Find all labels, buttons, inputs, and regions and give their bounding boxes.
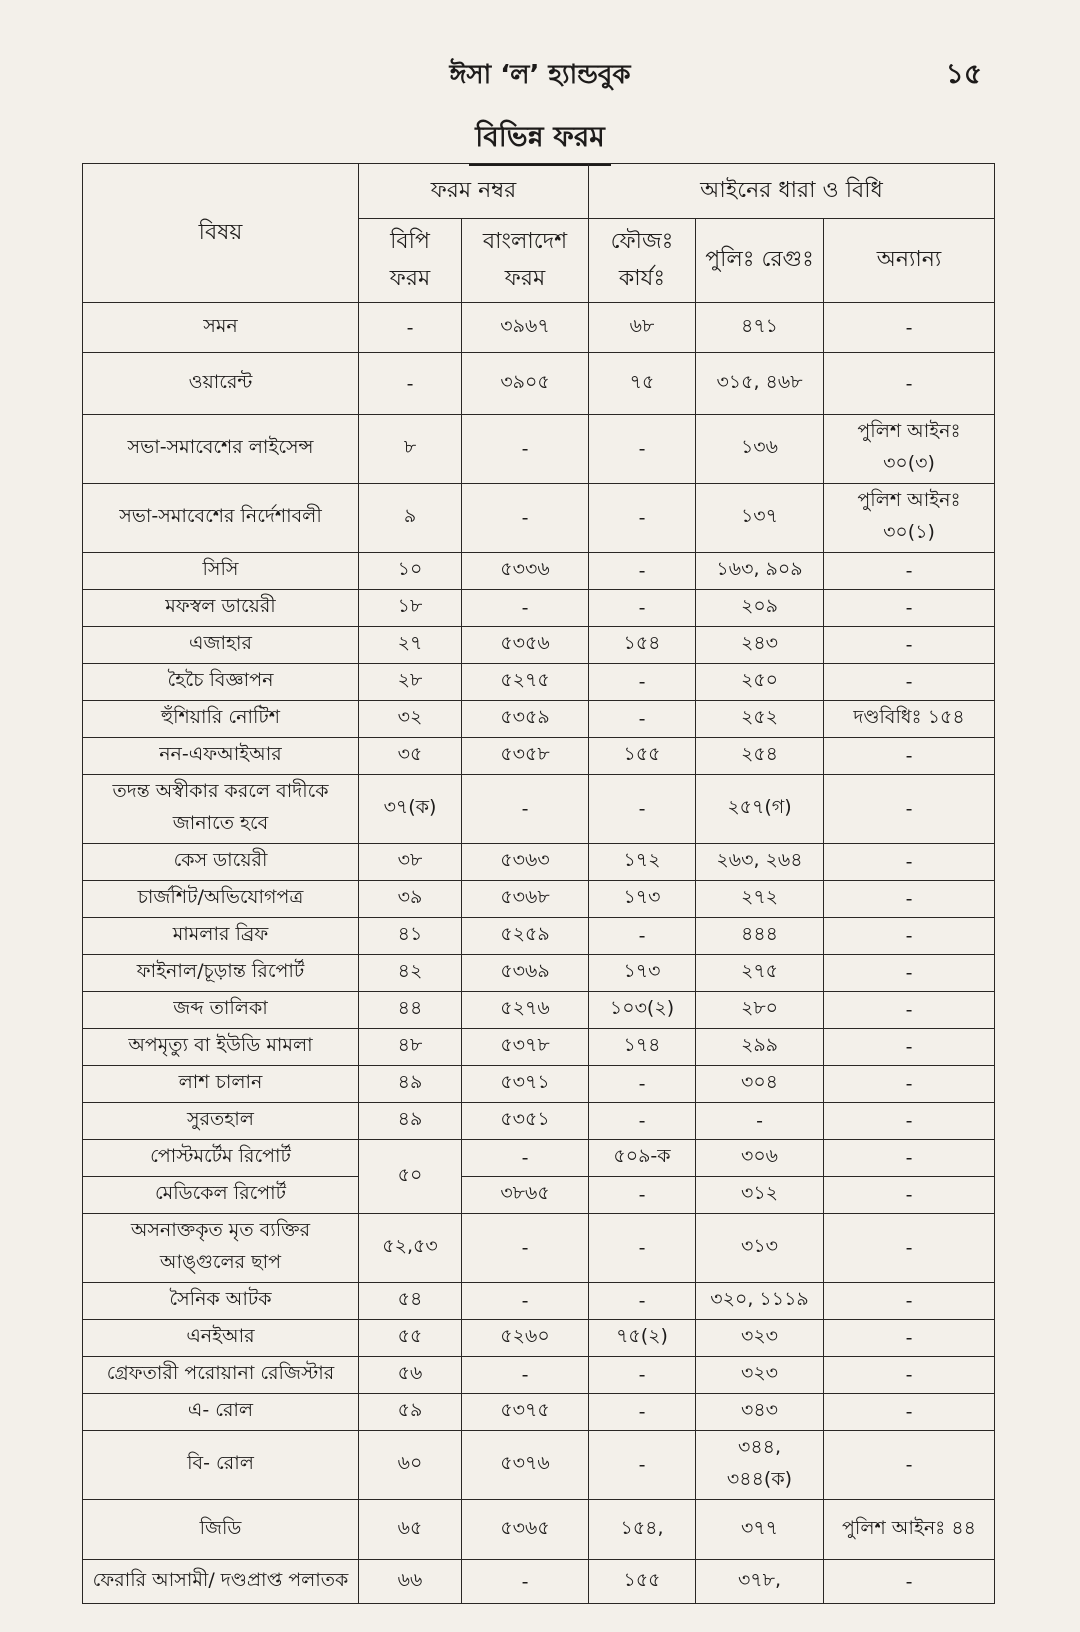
page-number: ১৫ — [945, 57, 982, 90]
cell-crpc: - — [589, 1066, 696, 1103]
cell-subject: হৈচৈ বিজ্ঞাপন — [83, 664, 359, 701]
cell-other: - — [824, 775, 995, 844]
cell-prb: ৩৪৪, ৩৪৪(ক) — [696, 1431, 824, 1500]
cell-crpc: - — [589, 1283, 696, 1320]
cell-crpc: - — [589, 1103, 696, 1140]
cell-prb: ৩১৫, ৪৬৮ — [696, 353, 824, 415]
cell-prb: ২৯৯ — [696, 1029, 824, 1066]
header-law-sections: আইনের ধারা ও বিধি — [589, 164, 995, 219]
cell-subject: সিসি — [83, 553, 359, 590]
cell-crpc: ১৫৪, — [589, 1500, 696, 1560]
cell-bd: ৫৩৭৬ — [462, 1431, 589, 1500]
cell-bd: ৫৩৫৬ — [462, 627, 589, 664]
cell-crpc: ১৭৪ — [589, 1029, 696, 1066]
cell-bd: ৫২৬০ — [462, 1320, 589, 1357]
cell-subject: জিডি — [83, 1500, 359, 1560]
table-row — [83, 1066, 995, 1103]
cell-bp: ৫০ — [359, 1140, 462, 1214]
table-row — [83, 1029, 995, 1066]
table-row — [83, 1500, 995, 1560]
cell-other: - — [824, 881, 995, 918]
table-row — [83, 992, 995, 1029]
cell-bd: - — [462, 1140, 589, 1177]
cell-other: - — [824, 664, 995, 701]
cell-other: পুলিশ আইনঃ ৩০(৩) — [824, 415, 995, 484]
cell-other: - — [824, 1431, 995, 1500]
cell-crpc: ১০৩(২) — [589, 992, 696, 1029]
cell-bd: ৫২৭৬ — [462, 992, 589, 1029]
cell-bp: ৪৪ — [359, 992, 462, 1029]
header-form-number: ফরম নম্বর — [359, 164, 589, 219]
cell-other: - — [824, 353, 995, 415]
cell-bp: ৫২,৫৩ — [359, 1214, 462, 1283]
cell-prb: ২৬৩, ২৬৪ — [696, 844, 824, 881]
cell-bp: - — [359, 353, 462, 415]
cell-crpc: ১৭২ — [589, 844, 696, 881]
cell-bp: ২৭ — [359, 627, 462, 664]
cell-bp: ৫৫ — [359, 1320, 462, 1357]
cell-prb: ৪৭১ — [696, 303, 824, 353]
cell-other: - — [824, 1283, 995, 1320]
cell-prb: ২৫৪ — [696, 738, 824, 775]
cell-prb: ৩২৩ — [696, 1357, 824, 1394]
cell-prb: ২৮০ — [696, 992, 824, 1029]
table-row — [83, 881, 995, 918]
table-row — [83, 918, 995, 955]
header-other: অন্যান্য — [824, 219, 995, 303]
cell-bp: ৪৯ — [359, 1103, 462, 1140]
cell-bp: ৩৭(ক) — [359, 775, 462, 844]
table-row — [83, 1357, 995, 1394]
table-row — [83, 415, 995, 484]
header-bp-form: বিপি ফরম — [359, 219, 462, 303]
cell-bd: ৫৩৫৯ — [462, 701, 589, 738]
cell-bp: ১৮ — [359, 590, 462, 627]
cell-bp: ৩৫ — [359, 738, 462, 775]
table-row — [83, 1214, 995, 1283]
cell-crpc: ৭৫(২) — [589, 1320, 696, 1357]
table-row — [83, 1320, 995, 1357]
cell-subject: এ- রোল — [83, 1394, 359, 1431]
cell-bd: ৫২৭৫ — [462, 664, 589, 701]
cell-subject: ফেরারি আসামী/ দণ্ডপ্রাপ্ত পলাতক — [83, 1560, 359, 1604]
table-row — [83, 955, 995, 992]
cell-other: - — [824, 1394, 995, 1431]
cell-other: - — [824, 1560, 995, 1604]
cell-crpc: - — [589, 1357, 696, 1394]
cell-bp: ৬৫ — [359, 1500, 462, 1560]
cell-prb: ৩১২ — [696, 1177, 824, 1214]
cell-subject: সুরতহাল — [83, 1103, 359, 1140]
cell-crpc: - — [589, 590, 696, 627]
cell-crpc: - — [589, 415, 696, 484]
cell-bp: ৯ — [359, 484, 462, 553]
section-title-wrap — [0, 115, 1080, 166]
cell-bp: ৪৮ — [359, 1029, 462, 1066]
cell-subject: মামলার ব্রিফ — [83, 918, 359, 955]
table-row — [83, 1431, 995, 1500]
cell-subject: মেডিকেল রিপোর্ট — [83, 1177, 359, 1214]
table-row — [83, 738, 995, 775]
cell-bd: ৫৩৫৮ — [462, 738, 589, 775]
table-row — [83, 590, 995, 627]
cell-bp: ২৮ — [359, 664, 462, 701]
cell-subject: অসনাক্তকৃত মৃত ব্যক্তির আঙ্গুলের ছাপ — [83, 1214, 359, 1283]
cell-other: - — [824, 1320, 995, 1357]
cell-subject: তদন্ত অস্বীকার করলে বাদীকে জানাতে হবে — [83, 775, 359, 844]
cell-bd: ৫৩৬৯ — [462, 955, 589, 992]
cell-bp: ১০ — [359, 553, 462, 590]
cell-crpc: - — [589, 701, 696, 738]
cell-bd: ৩৯০৫ — [462, 353, 589, 415]
cell-prb: ২৭৫ — [696, 955, 824, 992]
cell-crpc: - — [589, 918, 696, 955]
cell-prb: ৩৭৮, — [696, 1560, 824, 1604]
cell-crpc: - — [589, 484, 696, 553]
table-row — [83, 1394, 995, 1431]
table-row — [83, 353, 995, 415]
cell-crpc: - — [589, 1214, 696, 1283]
cell-bd: - — [462, 484, 589, 553]
cell-bd: - — [462, 1560, 589, 1604]
forms-table — [82, 163, 995, 1604]
cell-prb: ২৫৭(গ) — [696, 775, 824, 844]
cell-bp: ৩৮ — [359, 844, 462, 881]
cell-prb: ২০৯ — [696, 590, 824, 627]
cell-bd: - — [462, 415, 589, 484]
cell-bd: ৫৩৬৮ — [462, 881, 589, 918]
cell-bp: ৩৯ — [359, 881, 462, 918]
cell-bd: - — [462, 775, 589, 844]
cell-other: - — [824, 553, 995, 590]
cell-bd: ৫৩৭৫ — [462, 1394, 589, 1431]
cell-other: দণ্ডবিধিঃ ১৫৪ — [824, 701, 995, 738]
cell-bp: ৬০ — [359, 1431, 462, 1500]
cell-prb: ১৩৬ — [696, 415, 824, 484]
cell-bd: ৫৩৬৩ — [462, 844, 589, 881]
cell-subject: নন-এফআইআর — [83, 738, 359, 775]
cell-prb: ২৫০ — [696, 664, 824, 701]
cell-other: - — [824, 1103, 995, 1140]
cell-subject: চার্জশিট/অভিযোগপত্র — [83, 881, 359, 918]
cell-other: পুলিশ আইনঃ ৩০(১) — [824, 484, 995, 553]
cell-prb: ২৫২ — [696, 701, 824, 738]
cell-prb: ৩০৪ — [696, 1066, 824, 1103]
cell-subject: সভা-সমাবেশের লাইসেন্স — [83, 415, 359, 484]
table-row — [83, 1177, 995, 1214]
cell-other: - — [824, 844, 995, 881]
cell-subject: অপমৃত্যু বা ইউডি মামলা — [83, 1029, 359, 1066]
cell-subject: জব্দ তালিকা — [83, 992, 359, 1029]
cell-other: - — [824, 590, 995, 627]
cell-prb: ৩৭৭ — [696, 1500, 824, 1560]
cell-bd: ৩৮৬৫ — [462, 1177, 589, 1214]
section-title: বিভিন্ন ফরম — [469, 115, 611, 166]
cell-prb: ১৬৩, ৯০৯ — [696, 553, 824, 590]
cell-other: - — [824, 303, 995, 353]
table-row — [83, 775, 995, 844]
cell-bp: ৫৪ — [359, 1283, 462, 1320]
cell-prb: ৩০৬ — [696, 1140, 824, 1177]
cell-bd: - — [462, 1357, 589, 1394]
table-row — [83, 1140, 995, 1177]
header-prb: পুলিঃ রেগুঃ — [696, 219, 824, 303]
cell-other: - — [824, 955, 995, 992]
cell-other: - — [824, 738, 995, 775]
cell-subject: কেস ডায়েরী — [83, 844, 359, 881]
cell-bp: ৫৬ — [359, 1357, 462, 1394]
table-row — [83, 484, 995, 553]
cell-bd: ৩৯৬৭ — [462, 303, 589, 353]
cell-bd: ৫৩৩৬ — [462, 553, 589, 590]
cell-subject: সৈনিক আটক — [83, 1283, 359, 1320]
cell-prb: ২৪৩ — [696, 627, 824, 664]
cell-bp: ৪৯ — [359, 1066, 462, 1103]
cell-bd: - — [462, 590, 589, 627]
cell-prb: ২৭২ — [696, 881, 824, 918]
cell-crpc: ৫০৯-ক — [589, 1140, 696, 1177]
cell-other: - — [824, 992, 995, 1029]
cell-bp: ৬৬ — [359, 1560, 462, 1604]
cell-bp: ৫৯ — [359, 1394, 462, 1431]
cell-prb: ৩২৩ — [696, 1320, 824, 1357]
cell-subject: মফস্বল ডায়েরী — [83, 590, 359, 627]
cell-other: - — [824, 627, 995, 664]
cell-other: - — [824, 1214, 995, 1283]
cell-prb: ৩৪৩ — [696, 1394, 824, 1431]
cell-crpc: - — [589, 1177, 696, 1214]
cell-bp: ৮ — [359, 415, 462, 484]
cell-crpc: ১৫৪ — [589, 627, 696, 664]
cell-other: - — [824, 1066, 995, 1103]
cell-bd: ৫২৫৯ — [462, 918, 589, 955]
cell-other: - — [824, 1177, 995, 1214]
book-title: ঈসা ‘ল’ হ্যান্ডবুক — [449, 60, 631, 90]
cell-subject: গ্রেফতারী পরোয়ানা রেজিস্টার — [83, 1357, 359, 1394]
cell-subject: সমন — [83, 303, 359, 353]
page-header — [0, 48, 1080, 98]
cell-crpc: - — [589, 1431, 696, 1500]
cell-crpc: - — [589, 664, 696, 701]
cell-prb: ১৩৭ — [696, 484, 824, 553]
cell-other: - — [824, 918, 995, 955]
cell-other: পুলিশ আইনঃ ৪৪ — [824, 1500, 995, 1560]
cell-bp: ৪১ — [359, 918, 462, 955]
cell-prb: ৪৪৪ — [696, 918, 824, 955]
cell-subject: বি- রোল — [83, 1431, 359, 1500]
table-row — [83, 1103, 995, 1140]
cell-other: - — [824, 1029, 995, 1066]
cell-prb: ৩২০, ১১১৯ — [696, 1283, 824, 1320]
table-row — [83, 627, 995, 664]
cell-bp: ৩২ — [359, 701, 462, 738]
cell-subject: ওয়ারেন্ট — [83, 353, 359, 415]
cell-crpc: ৭৫ — [589, 353, 696, 415]
cell-subject: পোস্টমর্টেম রিপোর্ট — [83, 1140, 359, 1177]
header-crpc: ফৌজঃ কার্যঃ — [589, 219, 696, 303]
table-row — [83, 303, 995, 353]
cell-other: - — [824, 1357, 995, 1394]
cell-bp: ৪২ — [359, 955, 462, 992]
cell-crpc: ৬৮ — [589, 303, 696, 353]
table-row — [83, 1560, 995, 1604]
cell-bd: - — [462, 1214, 589, 1283]
cell-bp: - — [359, 303, 462, 353]
table-row — [83, 701, 995, 738]
cell-crpc: ১৭৩ — [589, 955, 696, 992]
cell-subject: সভা-সমাবেশের নির্দেশাবলী — [83, 484, 359, 553]
table-row — [83, 844, 995, 881]
table-row — [83, 664, 995, 701]
cell-prb: - — [696, 1103, 824, 1140]
cell-crpc: - — [589, 553, 696, 590]
cell-crpc: ১৫৫ — [589, 738, 696, 775]
cell-other: - — [824, 1140, 995, 1177]
table-row — [83, 553, 995, 590]
header-bd-form: বাংলাদেশ ফরম — [462, 219, 589, 303]
cell-subject: এনইআর — [83, 1320, 359, 1357]
cell-prb: ৩১৩ — [696, 1214, 824, 1283]
cell-crpc: ১৭৩ — [589, 881, 696, 918]
cell-subject: হুঁশিয়ারি নোটিশ — [83, 701, 359, 738]
header-subject: বিষয় — [83, 164, 359, 303]
table-row — [83, 1283, 995, 1320]
cell-subject: এজাহার — [83, 627, 359, 664]
cell-subject: লাশ চালান — [83, 1066, 359, 1103]
cell-subject: ফাইনাল/চূড়ান্ত রিপোর্ট — [83, 955, 359, 992]
cell-bd: ৫৩৭১ — [462, 1066, 589, 1103]
cell-crpc: - — [589, 1394, 696, 1431]
cell-bd: ৫৩৬৫ — [462, 1500, 589, 1560]
cell-bd: ৫৩৫১ — [462, 1103, 589, 1140]
cell-crpc: ১৫৫ — [589, 1560, 696, 1604]
cell-bd: ৫৩৭৮ — [462, 1029, 589, 1066]
cell-bd: - — [462, 1283, 589, 1320]
cell-crpc: - — [589, 775, 696, 844]
